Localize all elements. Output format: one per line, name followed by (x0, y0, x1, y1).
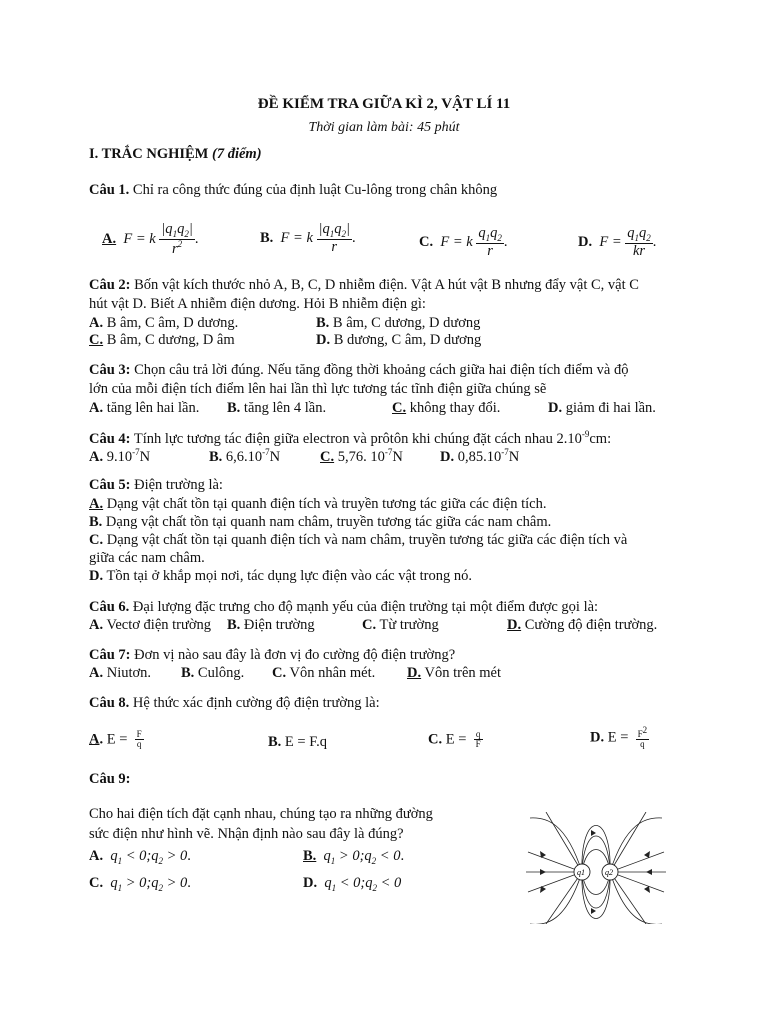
q8-option-d: D. E = $\frac{F^2}{q}$ (590, 725, 648, 750)
q6-option-b: B. Điện trường (227, 617, 315, 633)
question-8: Câu 8. Hệ thức xác định cường độ điện trường là: (89, 695, 380, 711)
q3-option-d: D. giảm đi hai lần. (548, 400, 656, 416)
q7-option-a: A. Niutơn. (89, 665, 152, 681)
q6-option-c: C. Từ trường (362, 617, 439, 633)
question-5: Câu 5: Điện trường là: (89, 477, 223, 493)
charge-q2-label: q2 (605, 868, 613, 877)
q1-option-c: C. F = k $\frac{q_1q_2}{r}$ . (419, 225, 508, 260)
q7-option-c: C. Vôn nhân mét. (272, 665, 376, 681)
q5-option-b: B. Dạng vật chất tồn tại quanh nam châm, truyền tương tác giữa các nam châm. (89, 514, 552, 530)
q8-option-c: C. E = $\frac{q}{F}$ (428, 729, 481, 750)
question-1: Câu 1. Chỉ ra công thức đúng của định luật Cu-lông trong chân không (89, 182, 498, 198)
q9-option-b: B. $q_1$ > $0;q_2 < 0$. (303, 848, 405, 866)
question-2: Câu 2: Bốn vật kích thước nhỏ A, B, C, D nhiễm điện. Vật A hút vật B nhưng đẩy vật C, vật C (89, 277, 639, 293)
q4-option-a: A. $9.10^{-7}N$ (89, 447, 151, 465)
section-points: (7 điểm) (212, 146, 262, 162)
q1-option-b: B. F = k $\frac{|q_1q_2|}{r}$ . (260, 221, 356, 256)
q8-option-a: A. E = $\frac{F}{q}$ (89, 729, 142, 750)
electric-field-lines-diagram (526, 812, 666, 924)
q4-option-c: C. 5,76. $10^{-7}N$ (320, 447, 403, 465)
q4-option-b: B. $6,6.10^{-7}N$ (209, 447, 281, 465)
question-7: Câu 7: Đơn vị nào sau đây là đơn vị đo cường độ điện trường? (89, 647, 456, 663)
q5-option-c-line2: giữa các nam châm. (89, 550, 205, 566)
q9-option-a: A. $q_1$ < $0;q_2 > 0$. (89, 848, 191, 866)
exam-title: ĐỀ KIỂM TRA GIỮA KÌ 2, VẬT LÍ 11 (257, 96, 511, 112)
q5-option-a: A. Dạng vật chất tồn tại quanh điện tích và truyền tương tác giữa các điện tích. (89, 496, 547, 512)
q9-option-c: C. $q_1$ > $0;q_2 > 0$. (89, 875, 191, 893)
question-9-line1: Cho hai điện tích đặt cạnh nhau, chúng tạo ra những đường (89, 806, 433, 822)
q7-option-b: B. Culông. (181, 665, 245, 681)
question-3-line2: lớn của mỗi điện tích điểm lên hai lần thì lực tương tác tĩnh điện giữa chúng sẽ (89, 381, 547, 397)
q7-option-d: D. Vôn trên mét (407, 665, 501, 681)
question-1-text: Chỉ ra công thức đúng của định luật Cu-lông trong chân không (132, 182, 498, 198)
question-2-line2: hút vật D. Biết A nhiễm điện dương. Hỏi B nhiễm điện gì: (89, 296, 426, 312)
field-formula-a: $\frac{F}{q}$ (136, 729, 142, 750)
coulomb-formula-c: $\frac{q_1q_2}{r}$ (478, 225, 502, 260)
q2-option-d: D. B dương, C âm, D dương (316, 332, 482, 348)
section-heading: I. TRẮC NGHIỆM (7 điểm) (89, 146, 262, 162)
q2-option-b: B. B âm, C dương, D dương (316, 315, 481, 331)
q6-option-d: D. Cường độ điện trường. (507, 617, 658, 633)
q3-option-a: A. tăng lên hai lần. (89, 400, 200, 416)
coulomb-formula-a: $\frac{|q_1q_2|}{r^2}$ (161, 221, 193, 258)
q2-option-c: C. B âm, C dương, D âm (89, 332, 235, 348)
q6-option-a: A. Vectơ điện trường (89, 617, 212, 633)
coulomb-formula-d: $\frac{q_1q_2}{kr}$ (627, 225, 651, 260)
question-3: Câu 3: Chọn câu trả lời đúng. Nếu tăng đồng thời khoảng cách giữa hai điện tích điểm và độ (89, 362, 629, 378)
q1-option-a: A. F = k $\frac{|q_1q_2|}{r^2}$ . (102, 221, 199, 258)
charge-q1-label: q1 (577, 868, 585, 877)
field-formula-c: $\frac{q}{F}$ (475, 729, 481, 750)
q3-option-b: B. tăng lên 4 lần. (227, 400, 327, 416)
q4-option-d: D. $0,85.10^{-7}N$ (440, 447, 520, 465)
question-9: Câu 9: (89, 771, 131, 787)
q8-option-b: B. E = F.q (268, 734, 327, 750)
question-4: Câu 4: Tính lực tương tác điện giữa electron và prôtôn khi chúng đặt cách nhau $2.10^{-9}cm$: (89, 429, 612, 447)
q5-option-c: C. Dạng vật chất tồn tại quanh điện tích và nam châm, truyền tương tác giữa các điện tích và (89, 532, 628, 548)
question-6: Câu 6. Đại lượng đặc trưng cho độ mạnh yếu của điện trường tại một điểm được gọi là: (89, 599, 599, 615)
field-formula-d: $\frac{F^2}{q}$ (637, 725, 648, 750)
q1-option-d: D. F = $\frac{q_1q_2}{kr}$ . (578, 225, 657, 260)
q5-option-d: D. Tồn tại ở khắp mọi nơi, tác dụng lực điện vào các vật trong nó. (89, 568, 472, 584)
q3-option-c: C. không thay đổi. (392, 400, 501, 416)
coulomb-formula-b: $\frac{|q_1q_2|}{r}$ (318, 221, 350, 256)
q2-option-a: A. B âm, C âm, D dương. (89, 315, 239, 331)
exam-duration: Thời gian làm bài: 45 phút (308, 120, 460, 135)
question-9-line2: sức điện như hình vẽ. Nhận định nào sau đây là đúng? (89, 826, 404, 842)
q9-option-d: D. $q_1$ < $0;q_2 < 0$ (303, 875, 402, 893)
